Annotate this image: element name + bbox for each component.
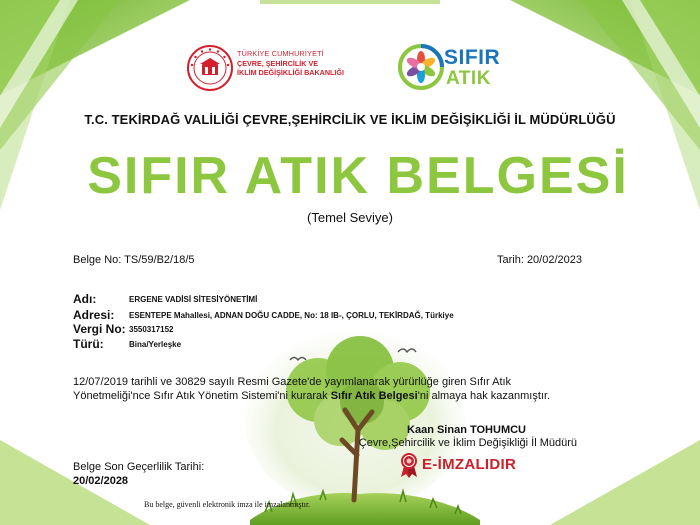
name-label: Adı: (73, 292, 97, 306)
certificate-statement (73, 375, 593, 403)
statement-line-2-end: 'ni almaya hak kazanmıştır. (417, 390, 551, 402)
statement-certificate-name: Sıfır Atık Belgesi (330, 390, 418, 402)
ministry-line-1: TÜRKİYE CUMHURİYETİ (237, 49, 324, 58)
issuing-authority: T.C. TEKİRDAĞ VALİLİĞİ ÇEVRE,ŞEHİRCİLİK VE İKLİM DEĞİŞİKLİĞİ İL MÜDÜRLÜĞÜ (84, 112, 616, 127)
address-value: ESENTEPE Mahallesi, ADNAN DOĞU CADDE, No: 18 IB-, ÇORLU, TEKİRDAĞ, Türkiye (129, 311, 454, 320)
type-label: Türü: (73, 337, 104, 351)
name-value: ERGENE VADİSİ SİTESİYÖNETİMİ (129, 295, 258, 304)
statement-line-2 (73, 389, 593, 403)
certificate-level: (Temel Seviye) (307, 210, 393, 225)
document-date: Tarih: 20/02/2023 (496, 254, 582, 266)
logo-word-atik: ATIK (446, 68, 491, 89)
document-number: Belge No: TS/59/B2/18/5 (73, 254, 195, 266)
validity-label: Belge Son Geçerlilik Tarihi: (73, 461, 205, 473)
e-signature-text: E-İMZALIDIR (422, 456, 517, 473)
statement-line-2-start: Yönetmeliği'nce Sıfır Atık Yönetim Sistemi'ni kurarak (73, 390, 331, 402)
address-label: Adresi: (73, 308, 115, 322)
tax-number-value: 3550317152 (129, 325, 174, 334)
ministry-logo (187, 44, 387, 94)
footnote: Bu belge, güvenli elektronik imza ile imzalanmıştır. (144, 500, 311, 509)
zero-waste-flower-icon (398, 44, 444, 90)
e-signature-badge (398, 452, 538, 478)
zero-waste-logo (398, 42, 508, 94)
ministry-line-2: ÇEVRE, ŞEHİRCİLİK VE (237, 58, 319, 68)
ministry-line-3: İKLİM DEĞİŞİKLİĞİ BAKANLIĞI (237, 68, 345, 77)
type-value: Bina/Yerleşke (129, 340, 182, 349)
ministry-seal-icon (187, 45, 233, 91)
logo-word-sifir: SIFIR (444, 46, 501, 69)
signatory-title: Çevre,Şehircilik ve İklim Değişikliği İl Müdürü (358, 437, 577, 449)
statement-line-1: 12/07/2019 tarihli ve 30829 sayılı Resmi Gazete'de yayımlanarak yürürlüğe giren Sıfır Atık (73, 376, 512, 388)
tax-number-label: Vergi No: (73, 322, 126, 336)
award-rosette-icon (398, 452, 420, 478)
certificate-title: SIFIR ATIK BELGESİ (87, 147, 629, 205)
ministry-name (237, 49, 344, 78)
signatory-name: Kaan Sinan TOHUMCU (407, 424, 526, 436)
validity-date: 20/02/2028 (73, 475, 129, 487)
